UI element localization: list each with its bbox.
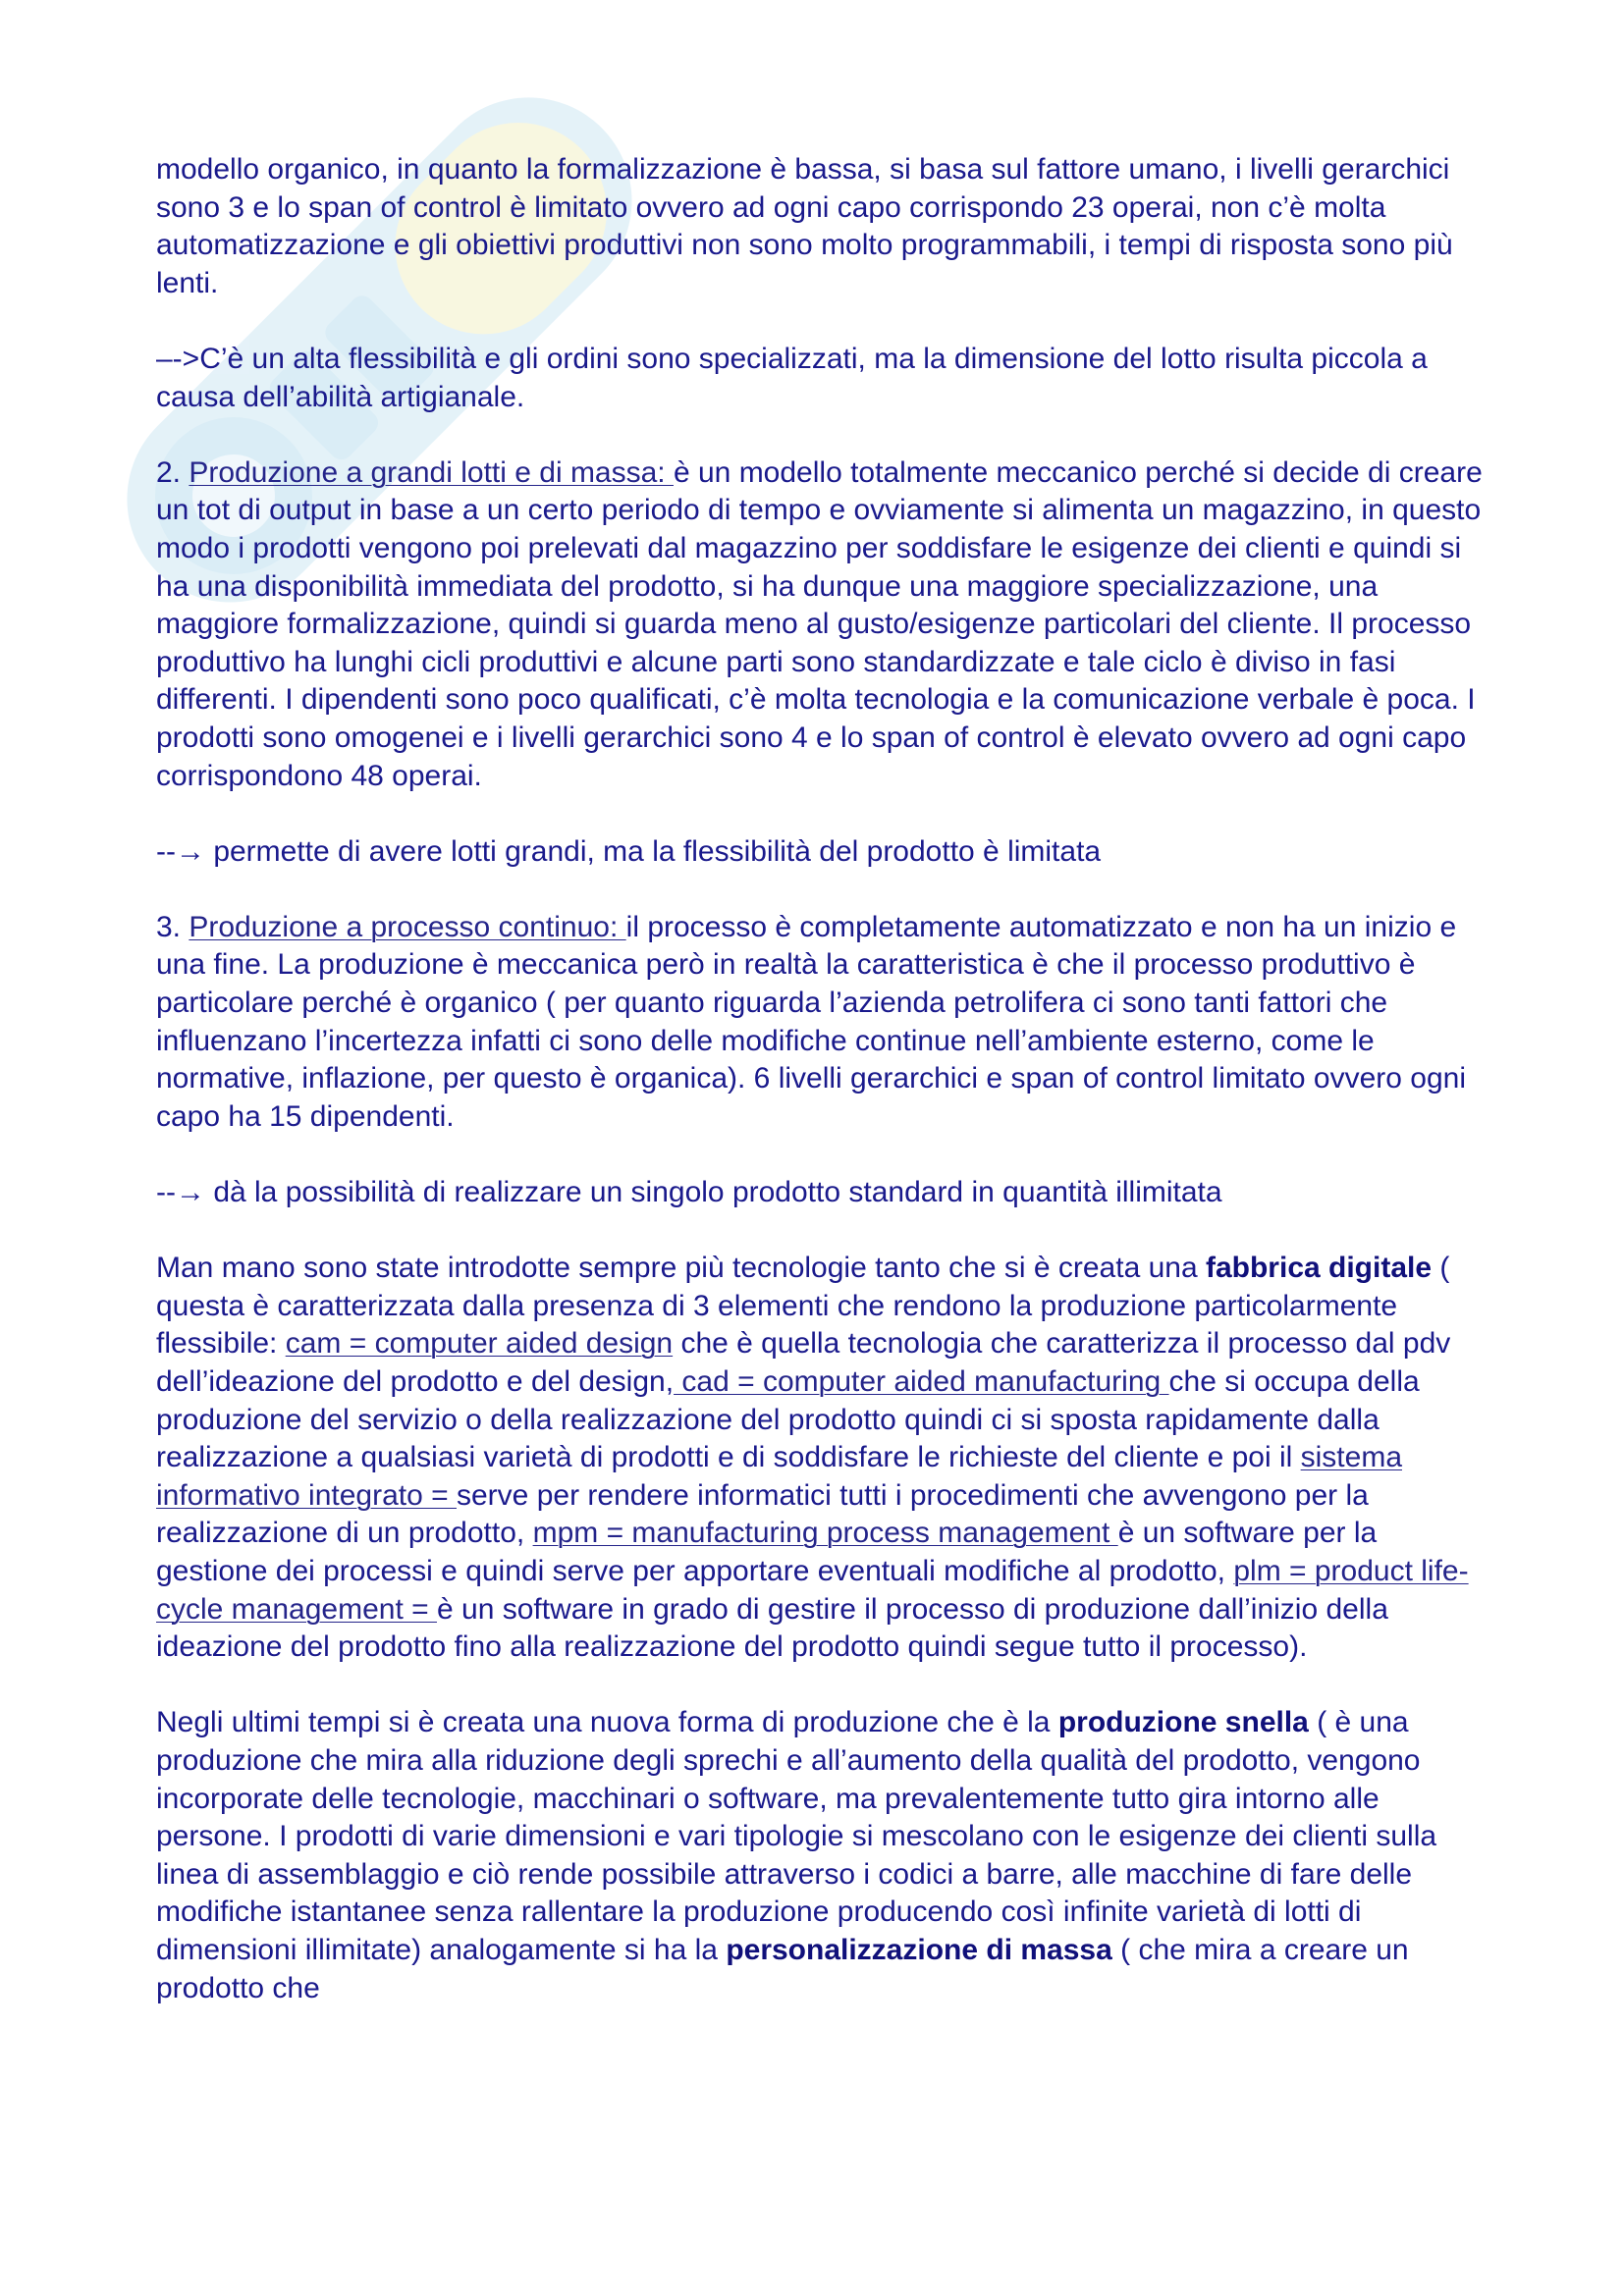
paragraph-lotti-grandi-note: --→ permette di avere lotti grandi, ma la flessibilità del prodotto è limitata	[156, 834, 1102, 868]
section-title-grandi-lotti: Produzione a grandi lotti e di massa:	[189, 455, 674, 489]
term-plm: plm = product life-cycle management =	[156, 1554, 1469, 1626]
text-run: che si occupa della produzione del servizio o della realizzazione del prodotto quindi ci si sposta rapidamente dalla realizzazione a qualsiasi varietà di prodotti e di soddisfare le richieste del cliente e poi il	[156, 1365, 1420, 1474]
section-title-processo-continuo: Produzione a processo continuo:	[189, 910, 626, 943]
paragraph-prodotto-standard-note: --→ dà la possibilità di realizzare un singolo prodotto standard in quantità illimitata	[156, 1176, 1222, 1209]
term-personalizzazione-di-massa: personalizzazione di massa	[726, 1933, 1112, 1966]
list-number: 2.	[156, 455, 189, 489]
paragraph-processo-continuo	[156, 909, 1491, 1137]
text-run: ( questa è caratterizzata dalla presenza di 3 elementi che rendono la produzione particolarmente flessibile:	[156, 1252, 1450, 1361]
text-run: è un software in grado di gestire il processo di produzione dall’inizio della ideazione del prodotto fino alla realizzazione del prodotto quindi segue tutto il processo).	[156, 1592, 1388, 1664]
text-run: è un software per la gestione dei processi e quindi serve per apportare eventuali modifiche al prodotto,	[156, 1517, 1378, 1587]
text-run: ( che mira a creare un prodotto che	[156, 1933, 1409, 2004]
term-sistema-informativo: sistema informativo integrato =	[156, 1441, 1402, 1512]
paragraph-modello-organico: modello organico, in quanto la formalizzazione è bassa, si basa sul fattore umano, i livelli gerarchici sono 3 e lo span of control è limitato ovvero ad ogni capo corrispondo 23 operai, non c’è molta automatizzazione e gli obiettivi produttivi non sono molto programmabili, i tempi di risposta sono più lenti.	[156, 153, 1453, 299]
text-run: che è quella tecnologia che caratterizza il processo dal pdv dell’ideazione del prodotto e del design,	[156, 1327, 1451, 1398]
term-produzione-snella: produzione snella	[1057, 1706, 1309, 1739]
paragraph-produzione-snella	[156, 1704, 1491, 2007]
text-run: serve per rendere informatici tutti i procedimenti che avvengono per la realizzazione di un prodotto,	[156, 1478, 1369, 1550]
term-mpm: mpm = manufacturing process management	[532, 1517, 1118, 1550]
list-number: 3.	[156, 910, 189, 943]
section-body: il processo è completamente automatizzato e non ha un inizio e una fine. La produzione è meccanica però in realtà la caratteristica è che il processo produttivo è particolare perché è organico ( per quanto riguarda l’azienda petrolifera ci sono tanti fattori che influenzano l’incertezza infatti ci sono delle modifiche continue nell’ambiente esterno, come le normative, inflazione, per questo è organica). 6 livelli gerarchici e span of control limitato ovvero ogni capo ha 15 dipendenti.	[156, 910, 1467, 1133]
paragraph-produzione-grandi-lotti	[156, 454, 1491, 795]
text-run: ( è una produzione che mira alla riduzione degli sprechi e all’aumento della qualità del prodotto, vengono incorporate delle tecnologie, macchinari o software, ma prevalentemente tutto gira intorno alle persone. I prodotti di varie dimensioni e vari tipologie si mescolano con le esigenze dei clienti sulla linea di assemblaggio e ciò rende possibile attraverso i codici a barre, alle macchine di fare delle modifiche istantanee senza rallentare la produzione producendo così infinite varietà di lotti di dimensioni illimitate) analogamente si ha la	[156, 1706, 1437, 1966]
text-run: Negli ultimi tempi si è creata una nuova forma di produzione che è la	[156, 1706, 1058, 1739]
document-page	[156, 151, 1491, 2046]
term-cam: cam = computer aided design	[285, 1327, 674, 1361]
term-fabbrica-digitale: fabbrica digitale	[1205, 1252, 1433, 1285]
term-cad: cad = computer aided manufacturing	[674, 1365, 1169, 1398]
paragraph-flessibilita-note: –->C’è un alta flessibilità e gli ordini sono specializzati, ma la dimensione del lotto risulta piccola a causa dell’abilità artigianale.	[156, 342, 1428, 413]
paragraph-fabbrica-digitale	[156, 1250, 1491, 1667]
section-body: è un modello totalmente meccanico perché si decide di creare un tot di output in base a un certo periodo di tempo e ovviamente si alimenta un magazzino, in questo modo i prodotti vengono poi prelevati dal magazzino per soddisfare le esigenze dei clienti e quindi si ha una disponibilità immediata del prodotto, si ha dunque una maggiore specializzazione, una maggiore formalizzazione, quindi si guarda meno al gusto/esigenze particolari del cliente. Il processo produttivo ha lunghi cicli produttivi e alcune parti sono standardizzate e tale ciclo è diviso in fasi differenti. I dipendenti sono poco qualificati, c’è molta tecnologia e la comunicazione verbale è poca. I prodotti sono omogenei e i livelli gerarchici sono 4 e lo span of control è elevato ovvero ad ogni capo corrispondono 48 operai.	[156, 455, 1483, 792]
text-run: Man mano sono state introdotte sempre più tecnologie tanto che si è creata una	[156, 1252, 1206, 1285]
